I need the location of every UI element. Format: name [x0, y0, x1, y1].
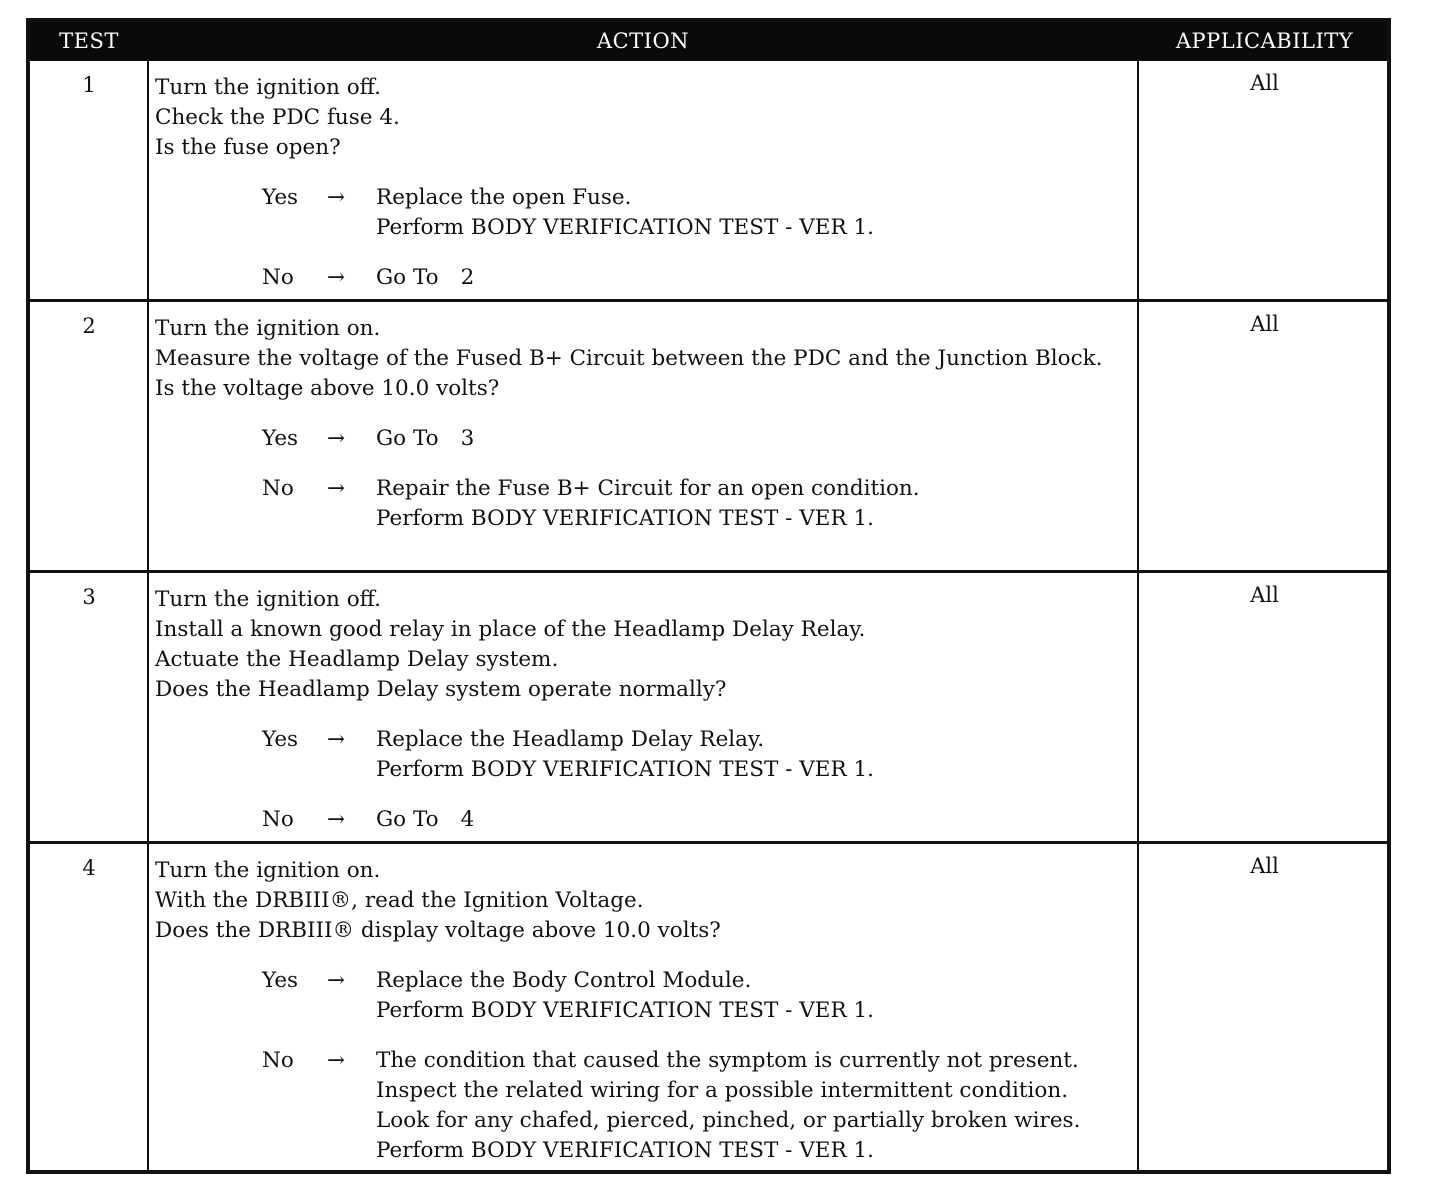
branch-result — [376, 474, 1133, 534]
no-branch — [155, 474, 1133, 534]
step-text: Turn the ignition off. — [155, 75, 381, 100]
test-row-2 — [30, 302, 1387, 570]
yes-branch — [155, 424, 1133, 454]
test-number: 1 — [82, 73, 96, 97]
test-number: 2 — [82, 314, 96, 338]
step-text: Check the PDC fuse 4. — [155, 105, 400, 130]
result-line: Repair the Fuse B+ Circuit for an open condition. — [376, 476, 920, 501]
result-line: Perform BODY VERIFICATION TEST - VER 1. — [376, 215, 875, 240]
step-text: Is the voltage above 10.0 volts? — [155, 376, 500, 401]
result-line: Perform BODY VERIFICATION TEST - VER 1. — [376, 506, 875, 531]
test-number: 4 — [82, 856, 96, 880]
goto-text: Go To — [376, 807, 439, 832]
no-label: No — [262, 265, 294, 290]
applicability-cell: All — [1250, 312, 1279, 336]
result-line: Perform BODY VERIFICATION TEST - VER 1. — [376, 998, 875, 1023]
right-arrow-icon: → — [327, 265, 346, 290]
right-arrow-icon: → — [327, 426, 346, 451]
yes-label: Yes — [262, 727, 299, 752]
right-arrow-icon: → — [327, 807, 346, 832]
right-arrow-icon: → — [327, 968, 346, 993]
goto-target: 2 — [460, 265, 475, 290]
result-line: The condition that caused the symptom is currently not present. — [376, 1048, 1079, 1073]
goto-link[interactable] — [376, 263, 1133, 293]
applicability-cell: All — [1250, 583, 1279, 607]
right-arrow-icon: → — [327, 1048, 346, 1073]
applicability-cell: All — [1250, 71, 1279, 95]
action-cell — [155, 856, 1133, 1166]
action-cell — [155, 314, 1133, 534]
yes-branch — [155, 183, 1133, 243]
no-branch — [155, 1046, 1133, 1166]
yes-branch — [155, 966, 1133, 1026]
goto-target: 4 — [460, 807, 475, 832]
no-branch — [155, 263, 1133, 293]
result-line: Replace the open Fuse. — [376, 185, 632, 210]
action-cell — [155, 73, 1133, 293]
goto-target: 3 — [460, 426, 475, 451]
applicability-cell: All — [1250, 854, 1279, 878]
step-text: Turn the ignition on. — [155, 858, 381, 883]
step-text: Is the fuse open? — [155, 135, 341, 160]
header-action: ACTION — [596, 29, 690, 53]
step-text: Measure the voltage of the Fused B+ Circuit between the PDC and the Junction Block. — [155, 346, 1103, 371]
goto-text: Go To — [376, 426, 439, 451]
step-text: Does the DRBIII® display voltage above 10.0 volts? — [155, 918, 721, 943]
result-line: Perform BODY VERIFICATION TEST - VER 1. — [376, 757, 875, 782]
yes-label: Yes — [262, 426, 299, 451]
no-label: No — [262, 476, 294, 501]
result-line: Replace the Headlamp Delay Relay. — [376, 727, 765, 752]
step-text: Does the Headlamp Delay system operate normally? — [155, 677, 727, 702]
result-line: Replace the Body Control Module. — [376, 968, 752, 993]
branch-result — [376, 966, 1133, 1026]
step-text: With the DRBIII®, read the Ignition Voltage. — [155, 888, 644, 913]
test-row-4 — [30, 844, 1387, 1170]
yes-label: Yes — [262, 968, 299, 993]
table-header — [30, 22, 1387, 61]
no-label: No — [262, 1048, 294, 1073]
right-arrow-icon: → — [327, 185, 346, 210]
header-test: TEST — [59, 29, 119, 53]
test-row-3 — [30, 573, 1387, 841]
result-line: Look for any chafed, pierced, pinched, or partially broken wires. — [376, 1108, 1081, 1133]
step-text: Actuate the Headlamp Delay system. — [155, 647, 559, 672]
branch-result — [376, 183, 1133, 243]
step-text: Install a known good relay in place of the Headlamp Delay Relay. — [155, 617, 866, 642]
step-text: Turn the ignition on. — [155, 316, 381, 341]
result-line: Perform BODY VERIFICATION TEST - VER 1. — [376, 1138, 875, 1163]
test-number: 3 — [82, 585, 96, 609]
right-arrow-icon: → — [327, 476, 346, 501]
yes-branch — [155, 725, 1133, 785]
no-branch — [155, 805, 1133, 835]
goto-text: Go To — [376, 265, 439, 290]
branch-result — [376, 1046, 1133, 1166]
branch-result — [376, 725, 1133, 785]
goto-link[interactable] — [376, 805, 1133, 835]
no-label: No — [262, 807, 294, 832]
test-row-1 — [30, 61, 1387, 299]
right-arrow-icon: → — [327, 727, 346, 752]
result-line: Inspect the related wiring for a possible intermittent condition. — [376, 1078, 1069, 1103]
step-text: Turn the ignition off. — [155, 587, 381, 612]
yes-label: Yes — [262, 185, 299, 210]
goto-link[interactable] — [376, 424, 1133, 454]
diagnostic-table — [26, 18, 1391, 1174]
header-applicability: APPLICABILITY — [1175, 29, 1354, 53]
action-cell — [155, 585, 1133, 835]
